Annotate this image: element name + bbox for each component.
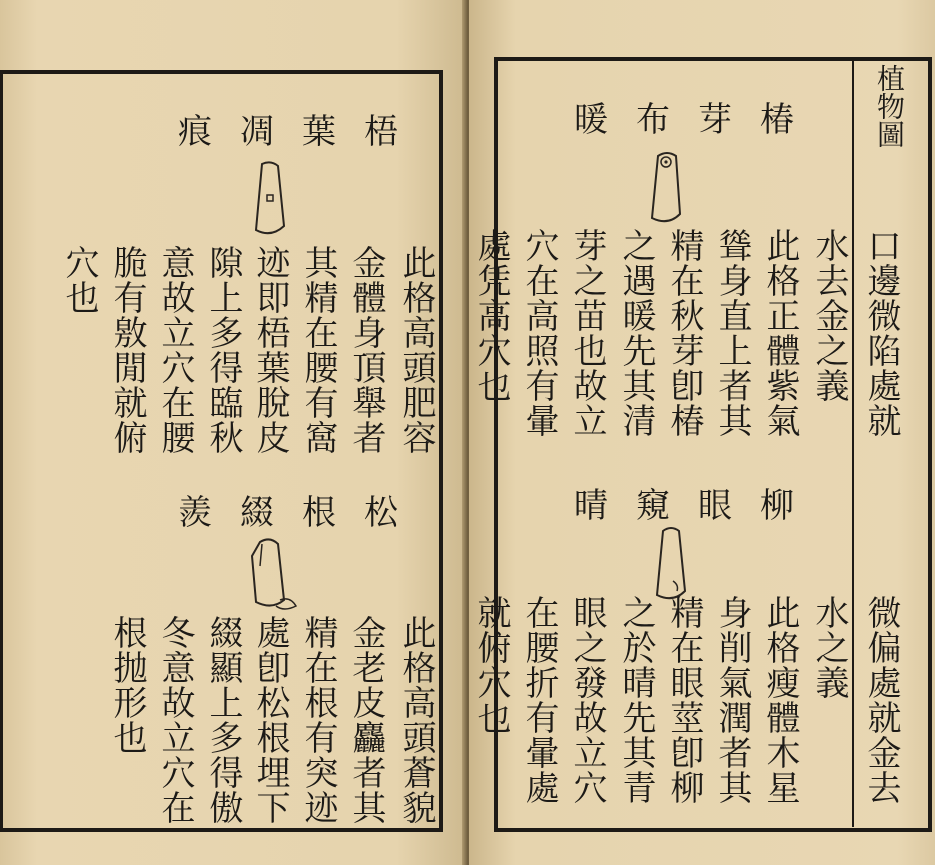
right-bottom-col-1: 微偏處就金去: [861, 595, 901, 805]
right-page: [469, 0, 935, 865]
right-bottom-col-6: 之於晴先其青: [616, 595, 656, 805]
right-bottom-col-7: 眼之發故立穴: [567, 595, 607, 805]
left-top-col-1: 此格高頭肥容: [396, 245, 436, 455]
heading-char-1: 植: [873, 64, 906, 92]
right-bottom-col-4: 身削氣潤者其: [712, 595, 752, 805]
left-top-col-5: 隙上多得臨秋: [203, 245, 243, 455]
right-top-col-5: 精在秋芽卽椿: [664, 228, 704, 438]
left-top-col-4: 迹即梧葉脫皮: [250, 245, 290, 455]
right-bottom-col-3: 此格瘦體木星: [760, 595, 800, 805]
left-top-col-3: 其精在腰有窩: [298, 245, 338, 455]
pine-root-illustration: [244, 536, 300, 616]
right-top-col-2: 水去金之義: [809, 228, 849, 403]
left-title-bottom: 松根綴羨: [178, 493, 426, 533]
right-bottom-col-2: 水之義: [809, 595, 849, 700]
left-title-top: 梧葉凋痕: [178, 112, 426, 152]
wutong-leaf-illustration: [248, 160, 294, 240]
left-bottom-col-5: 綴顯上多得傲: [203, 615, 243, 825]
right-bottom-col-9: 就俯穴也: [471, 595, 511, 735]
right-top-col-7: 芽之苗也故立: [567, 228, 607, 438]
left-bottom-col-6: 冬意故立穴在: [155, 615, 195, 825]
right-top-col-1: 口邊微陷處就: [861, 228, 901, 438]
right-top-col-8: 穴在高照有暈: [519, 228, 559, 438]
heading-char-2: 物: [873, 92, 906, 120]
left-page: [0, 0, 466, 865]
left-bottom-col-1: 此格高頭蒼貌: [396, 615, 436, 825]
left-bottom-col-3: 精在根有突迹: [298, 615, 338, 825]
right-title-bottom: 柳眼窺晴: [574, 486, 822, 526]
right-top-col-3: 此格正體紫氣: [760, 228, 800, 438]
left-bottom-col-2: 金老皮麤者其: [346, 615, 386, 825]
right-page-heading: [869, 64, 909, 148]
right-top-col-4: 聳身直上者其: [712, 228, 752, 438]
left-bottom-col-7: 根抛形也: [107, 615, 147, 755]
heading-char-3: 圖: [873, 120, 906, 148]
left-top-col-6: 意故立穴在腰: [155, 245, 195, 455]
right-bottom-col-8: 在腰折有暈處: [519, 595, 559, 805]
right-title-top: 椿芽布暖: [574, 100, 822, 140]
left-top-col-8: 穴也: [59, 245, 99, 315]
right-top-col-6: 之遇暖先其清: [616, 228, 656, 438]
chun-bud-illustration: [644, 150, 690, 230]
left-bottom-col-4: 處卽松根埋下: [250, 615, 290, 825]
left-top-col-7: 脆有敫閒就俯: [107, 245, 147, 455]
right-top-col-9: 處凭高穴也: [471, 228, 511, 403]
right-bottom-col-5: 精在眼莖卽柳: [664, 595, 704, 805]
right-page-divider: [852, 61, 854, 827]
left-top-col-2: 金體身頂舉者: [346, 245, 386, 455]
